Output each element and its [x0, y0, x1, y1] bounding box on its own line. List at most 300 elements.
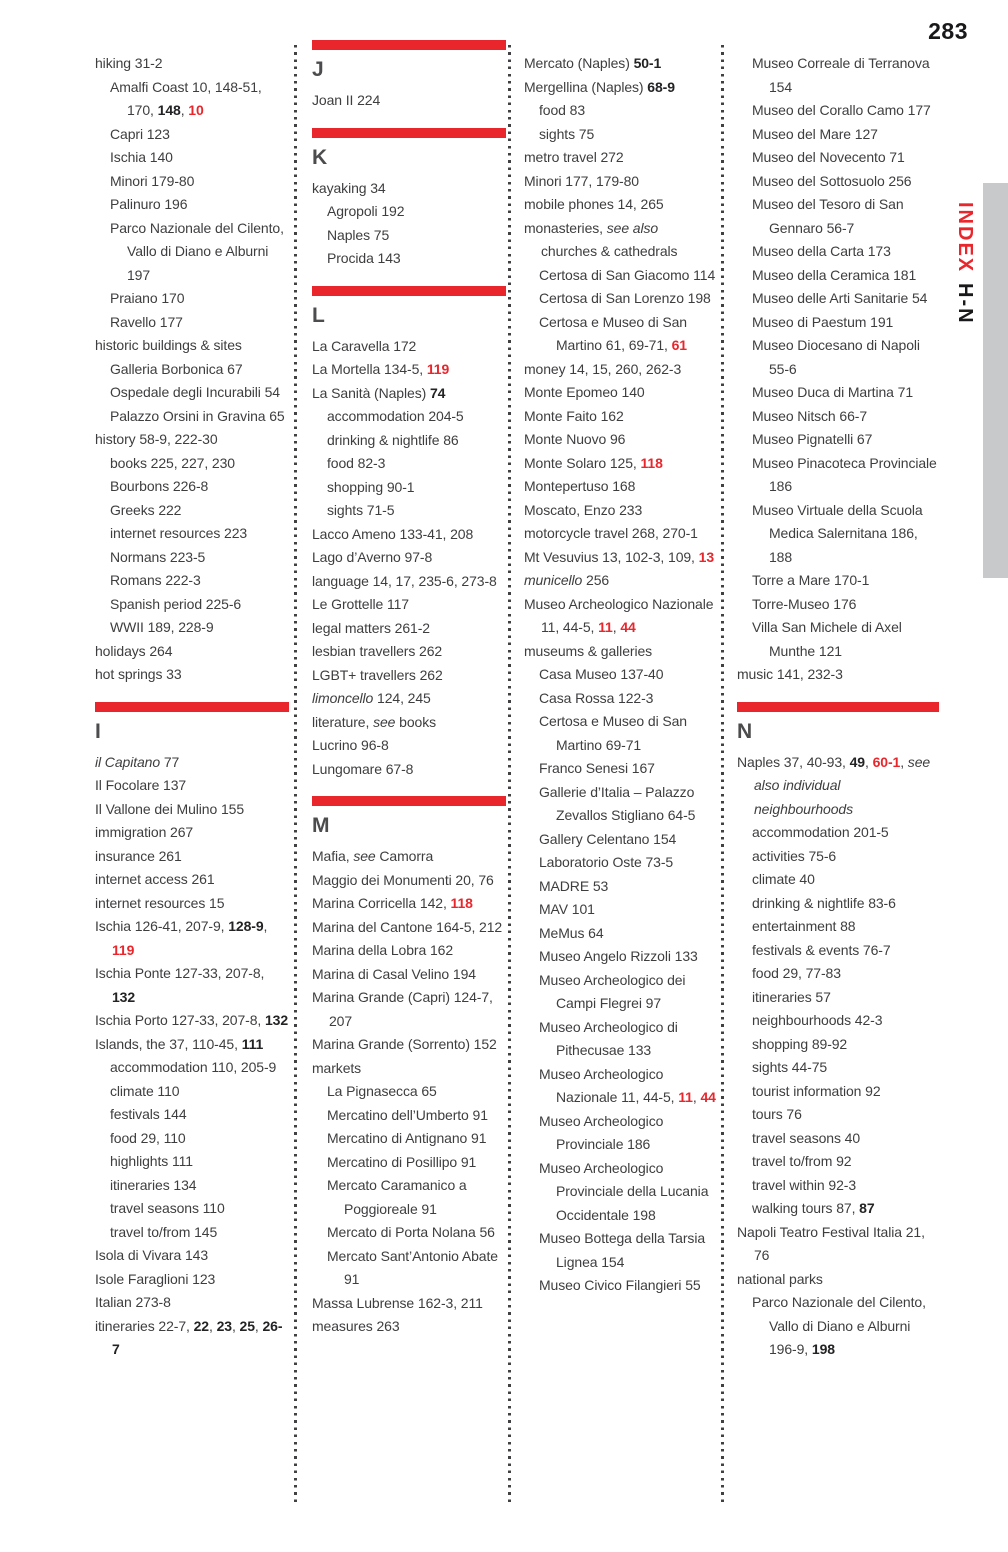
- entry-text: 128-9: [228, 918, 264, 934]
- index-entry: [752, 311, 939, 335]
- entry-text: accommodation 204-5: [327, 408, 464, 424]
- entry-text: Lucrino 96-8: [312, 737, 389, 753]
- entry-text: La Mortella 134-5,: [312, 361, 427, 377]
- entry-text: municello: [524, 572, 583, 588]
- index-entry: [312, 640, 506, 664]
- entry-text: drinking & nightlife 86: [327, 431, 459, 448]
- entry-text: Museo Virtuale della Scuola Medica Salernitana 186, 188: [752, 501, 923, 565]
- index-entry: [752, 428, 939, 452]
- entry-text: Lungomare 67-8: [312, 760, 414, 777]
- entry-text: Museo Archeologico Provinciale della Lucania Occidentale 198: [539, 1159, 709, 1223]
- entry-text: 25: [239, 1317, 255, 1334]
- index-entry: [110, 358, 289, 382]
- entry-text: 13: [698, 548, 715, 565]
- index-entry: [539, 663, 716, 687]
- entry-text: ,: [612, 619, 621, 635]
- index-entry: [539, 757, 716, 781]
- index-entry: [524, 76, 716, 100]
- index-entry: [327, 1080, 506, 1104]
- index-entry: [312, 1033, 506, 1057]
- index-entry: [327, 405, 506, 429]
- entry-text: il Capitano: [95, 753, 161, 770]
- entry-text: 132: [112, 988, 136, 1005]
- entry-text: sights 44-75: [752, 1059, 828, 1075]
- entry-text: Massa Lubrense 162-3, 211: [312, 1294, 483, 1311]
- letter-section-header: [95, 702, 289, 743]
- entry-text: Marina del Cantone 164-5, 212: [312, 918, 503, 935]
- entry-text: immigration 267: [95, 824, 194, 840]
- index-entry: [539, 875, 716, 899]
- entry-text: ,: [864, 753, 873, 770]
- entry-text: see also: [606, 219, 659, 236]
- index-entry: [327, 476, 506, 500]
- entry-text: 148: [157, 102, 181, 118]
- index-entry: [110, 146, 289, 170]
- entry-text: travel to/from 145: [110, 1223, 218, 1240]
- index-entry: [752, 170, 939, 194]
- entry-text: Normans 223-5: [110, 548, 206, 565]
- index-column-4: [737, 52, 939, 1362]
- entry-text: Napoli Teatro Festival Italia 21, 76: [737, 1223, 925, 1263]
- index-entry: [752, 381, 939, 405]
- index-entry: [312, 869, 506, 893]
- index-entry: [312, 523, 506, 547]
- entry-text: La Pignasecca 65: [327, 1083, 437, 1099]
- letter-section-header: [312, 286, 506, 327]
- index-entry: [95, 1268, 289, 1292]
- index-entry: [539, 1016, 716, 1063]
- entry-text: Mergellina (Naples): [524, 78, 648, 95]
- index-entry: [539, 922, 716, 946]
- index-entry: [110, 452, 289, 476]
- entry-text: Marina di Casal Velino 194: [312, 965, 476, 982]
- entry-text: hot springs 33: [95, 666, 182, 682]
- index-entry: [752, 845, 939, 869]
- entry-text: museums & galleries: [524, 642, 653, 659]
- entry-text: Marina Grande (Capri) 124-7, 207: [312, 989, 493, 1029]
- entry-text: Marina Corricella 142,: [312, 895, 451, 911]
- entry-text: 132: [264, 1012, 289, 1028]
- index-entry: [110, 381, 289, 405]
- index-entry: [524, 593, 716, 640]
- index-entry: [312, 617, 506, 641]
- index-entry: [95, 1033, 289, 1057]
- index-entry: [110, 1150, 289, 1174]
- index-entry: [539, 311, 716, 358]
- index-entry: [752, 146, 939, 170]
- entry-text: Joan II 224: [312, 92, 381, 108]
- entry-text: Marina della Lobra 162: [312, 942, 454, 958]
- entry-text: 198: [811, 1341, 835, 1357]
- index-side-tab: [953, 202, 976, 325]
- entry-text: Isole Faraglioni 123: [95, 1270, 216, 1287]
- index-entry: [312, 711, 506, 735]
- entry-text: Ravello 177: [110, 313, 183, 330]
- entry-text: Capri 123: [110, 125, 170, 142]
- entry-text: Minori 179-80: [110, 172, 195, 189]
- entry-text: 22: [193, 1317, 209, 1334]
- index-entry: [752, 1127, 939, 1151]
- index-entry: [327, 224, 506, 248]
- index-entry: [752, 499, 939, 570]
- entry-text: Le Grottelle 117: [312, 596, 409, 612]
- section-divider-bar: [312, 796, 506, 806]
- entry-text: Museo della Carta 173: [752, 243, 891, 259]
- entry-text: 119: [112, 941, 135, 958]
- index-entry: [752, 287, 939, 311]
- index-entry: [539, 710, 716, 757]
- index-entry: [312, 963, 506, 987]
- entry-text: Lacco Ameno 133-41, 208: [312, 525, 474, 542]
- index-entry: [539, 969, 716, 1016]
- index-entry: [327, 452, 506, 476]
- entry-text: history 58-9, 222-30: [95, 431, 218, 447]
- entry-text: Palinuro 196: [110, 196, 188, 212]
- index-entry: [110, 1127, 289, 1151]
- entry-text: metro travel 272: [524, 149, 624, 165]
- section-letter: I: [95, 719, 101, 743]
- entry-text: Monte Nuovo 96: [524, 431, 626, 447]
- entry-text: 11: [678, 1089, 693, 1105]
- entry-text: Romans 222-3: [110, 572, 201, 588]
- index-entry: [524, 358, 716, 382]
- index-entry: [539, 945, 716, 969]
- entry-text: tourist information 92: [752, 1082, 881, 1099]
- entry-text: Museo Archeologico Provinciale 186: [539, 1112, 664, 1152]
- column-separator: [508, 45, 511, 1503]
- index-entry: [95, 868, 289, 892]
- entry-text: Torre a Mare 170-1: [752, 572, 870, 588]
- entry-text: Minori 177, 179-80: [524, 172, 639, 189]
- index-entry: [110, 475, 289, 499]
- entry-text: lesbian travellers 262: [312, 643, 443, 659]
- index-entry: [539, 1227, 716, 1274]
- entry-text: Museo Correale di Terranova 154: [752, 55, 930, 95]
- entry-text: entertainment 88: [752, 918, 856, 934]
- entry-text: Mercatino di Posillipo 91: [327, 1153, 477, 1170]
- index-entry: [524, 52, 716, 76]
- entry-text: Lago d’Averno 97-8: [312, 549, 433, 565]
- entry-text: sights 71-5: [327, 502, 395, 518]
- entry-text: walking tours 87,: [752, 1200, 860, 1216]
- entry-text: Ischia Porto 127-33, 207-8,: [95, 1012, 265, 1028]
- index-entry: [752, 1291, 939, 1362]
- entry-text: ,: [231, 1317, 240, 1334]
- entry-text: travel to/from 92: [752, 1153, 852, 1169]
- index-entry: [110, 311, 289, 335]
- entry-text: Monte Faito 162: [524, 407, 624, 424]
- entry-text: 256: [582, 572, 610, 588]
- index-entry: [752, 569, 939, 593]
- entry-text: shopping 89-92: [752, 1035, 848, 1052]
- entry-text: itineraries 57: [752, 988, 831, 1005]
- index-entry: [95, 334, 289, 358]
- index-entry: [312, 916, 506, 940]
- index-entry: [539, 781, 716, 828]
- entry-text: Museo Pignatelli 67: [752, 431, 873, 447]
- entry-text: tours 76: [752, 1106, 802, 1122]
- entry-text: Spanish period 225-6: [110, 595, 242, 612]
- entry-text: Ospedale degli Incurabili 54: [110, 384, 280, 400]
- entry-text: shopping 90-1: [327, 478, 415, 495]
- entry-text: Mt Vesuvius 13, 102-3, 109,: [524, 548, 699, 565]
- entry-text: 119: [426, 361, 450, 377]
- entry-text: Montepertuso 168: [524, 478, 636, 494]
- entry-text: accommodation 201-5: [752, 824, 889, 840]
- entry-text: Mafia,: [312, 848, 354, 864]
- index-entry: [737, 663, 939, 687]
- entry-text: national parks: [737, 1270, 823, 1287]
- entry-text: see: [373, 713, 396, 730]
- entry-text: Franco Senesi 167: [539, 760, 655, 776]
- index-entry: [327, 1245, 506, 1292]
- entry-text: Museo Archeologico dei Campi Flegrei 97: [539, 971, 686, 1011]
- entry-text: highlights 111: [110, 1153, 193, 1169]
- entry-text: climate 40: [752, 871, 815, 887]
- entry-text: Museo delle Arti Sanitarie 54: [752, 290, 928, 306]
- index-entry: [752, 405, 939, 429]
- section-letter: N: [737, 719, 753, 743]
- section-letter: L: [312, 303, 325, 327]
- index-entry: [312, 89, 506, 113]
- entry-text: Museo Duca di Martina 71: [752, 384, 914, 400]
- entry-text: Mercato di Porta Nolana 56: [327, 1224, 495, 1240]
- entry-text: Ischia 126-41, 207-9,: [95, 918, 229, 934]
- entry-text: ,: [263, 918, 268, 934]
- entry-text: Agropoli 192: [327, 203, 405, 219]
- entry-text: Greeks 222: [110, 501, 182, 518]
- index-entry: [312, 593, 506, 617]
- entry-text: Certosa di San Lorenzo 198: [539, 290, 711, 306]
- index-entry: [524, 405, 716, 429]
- index-entry: [539, 687, 716, 711]
- entry-text: insurance 261: [95, 847, 182, 864]
- index-entry: [752, 962, 939, 986]
- page-number: 283: [928, 18, 968, 44]
- entry-text: holidays 264: [95, 642, 173, 659]
- entry-text: Museo Archeologico Nazionale 11, 44-5,: [539, 1065, 679, 1105]
- index-entry: [752, 452, 939, 499]
- index-entry: [752, 1103, 939, 1127]
- entry-text: sights 75: [539, 125, 595, 142]
- index-entry: [110, 76, 289, 123]
- index-entry: [312, 1057, 506, 1081]
- index-entry: [752, 1150, 939, 1174]
- section-divider-bar: [737, 702, 939, 712]
- index-entry: [312, 177, 506, 201]
- index-entry: [95, 1315, 289, 1362]
- index-entry: [752, 1033, 939, 1057]
- index-entry: [752, 915, 939, 939]
- entry-text: Villa San Michele di Axel Munthe 121: [752, 619, 902, 659]
- entry-text: ,: [208, 1317, 217, 1334]
- index-entry: [95, 1291, 289, 1315]
- entry-text: 26-7: [112, 1317, 283, 1357]
- index-entry: [752, 593, 939, 617]
- index-entry: [752, 939, 939, 963]
- index-entry: [110, 1221, 289, 1245]
- index-entry: [539, 287, 716, 311]
- entry-text: Museo Nitsch 66-7: [752, 407, 868, 424]
- entry-text: food 29, 110: [110, 1129, 186, 1146]
- index-entry: [327, 1104, 506, 1128]
- entry-text: festivals 144: [110, 1106, 187, 1122]
- index-entry: [752, 240, 939, 264]
- entry-text: Naples 37, 40-93,: [737, 753, 850, 770]
- entry-text: monasteries,: [524, 219, 607, 236]
- index-entry: [95, 774, 289, 798]
- entry-text: see: [353, 848, 376, 864]
- index-entry: [312, 939, 506, 963]
- entry-text: Museo del Mare 127: [752, 125, 878, 142]
- entry-text: 111: [241, 1035, 264, 1052]
- column-separator: [294, 45, 297, 1503]
- entry-text: Laboratorio Oste 73-5: [539, 854, 674, 870]
- entry-text: Mercato Sant’Antonio Abate 91: [327, 1247, 498, 1287]
- index-entry: [524, 428, 716, 452]
- entry-text: 49: [849, 753, 865, 770]
- letter-section-header: [312, 796, 506, 837]
- entry-text: Parco Nazionale del Cilento, Vallo di Diano e Alburni 197: [110, 219, 284, 283]
- index-entry: [312, 687, 506, 711]
- entry-text: Museo del Sottosuolo 256: [752, 172, 912, 189]
- index-entry: [312, 1292, 506, 1316]
- entry-text: see also individual neighbourhoods: [754, 753, 931, 817]
- entry-text: Camorra: [375, 848, 434, 864]
- entry-text: food 29, 77-83: [752, 965, 841, 981]
- index-entry: [752, 123, 939, 147]
- entry-text: Gallerie d’Italia – Palazzo Zevallos Stigliano 64-5: [539, 783, 696, 823]
- entry-text: internet resources 223: [110, 525, 248, 541]
- index-entry: [312, 892, 506, 916]
- entry-text: Museo Civico Filangieri 55: [539, 1277, 701, 1293]
- entry-text: itineraries 134: [110, 1176, 197, 1193]
- index-entry: [327, 1174, 506, 1221]
- entry-text: 118: [640, 454, 663, 471]
- index-entry: [539, 828, 716, 852]
- index-entry: [539, 851, 716, 875]
- entry-text: 23: [216, 1317, 232, 1334]
- index-entry: [539, 1274, 716, 1298]
- entry-text: 68-9: [647, 78, 675, 95]
- index-entry: [95, 845, 289, 869]
- index-entry: [95, 640, 289, 664]
- letter-section-header: [312, 40, 506, 81]
- index-entry: [524, 146, 716, 170]
- index-entry: [95, 915, 289, 962]
- index-tab-range: H-N: [954, 283, 976, 325]
- entry-text: 124, 245: [373, 690, 431, 706]
- entry-text: hiking 31-2: [95, 55, 163, 71]
- index-entry: [110, 405, 289, 429]
- index-entry: [110, 1103, 289, 1127]
- entry-text: 77: [160, 753, 180, 770]
- index-entry: [110, 1197, 289, 1221]
- index-entry: [312, 546, 506, 570]
- entry-text: Mercato (Naples): [524, 55, 634, 71]
- entry-text: Torre-Museo 176: [752, 595, 857, 612]
- letter-section-header: [737, 702, 939, 743]
- section-divider-bar: [312, 286, 506, 296]
- entry-text: mobile phones 14, 265: [524, 196, 664, 212]
- entry-text: legal matters 261-2: [312, 619, 430, 636]
- entry-text: La Sanità (Naples): [312, 384, 430, 401]
- index-entry: [110, 193, 289, 217]
- entry-text: 44: [700, 1089, 716, 1105]
- index-entry: [312, 358, 506, 382]
- index-entry: [95, 663, 289, 687]
- index-entry: [95, 892, 289, 916]
- entry-text: travel seasons 110: [110, 1200, 225, 1216]
- entry-text: food 83: [539, 102, 586, 118]
- entry-text: Museo del Tesoro di San Gennaro 56-7: [752, 196, 904, 236]
- index-entry: [110, 593, 289, 617]
- entry-text: historic buildings & sites: [95, 337, 242, 353]
- entry-text: ,: [254, 1317, 263, 1334]
- section-letter: J: [312, 58, 324, 81]
- index-entry: [110, 569, 289, 593]
- entry-text: Museo Diocesano di Napoli 55-6: [752, 337, 920, 377]
- index-entry: [539, 1063, 716, 1110]
- entry-text: Certosa di San Giacomo 114: [539, 266, 716, 283]
- entry-text: drinking & nightlife 83-6: [752, 894, 896, 911]
- index-entry: [110, 287, 289, 311]
- entry-text: neighbourhoods 42-3: [752, 1012, 883, 1028]
- index-entry: [312, 1315, 506, 1339]
- index-entry: [110, 499, 289, 523]
- entry-text: Moscato, Enzo 233: [524, 501, 643, 518]
- index-entry: [524, 546, 716, 570]
- entry-text: ,: [692, 1089, 701, 1105]
- entry-text: Gallery Celentano 154: [539, 830, 677, 847]
- entry-text: LGBT+ travellers 262: [312, 666, 443, 683]
- index-entry: [327, 1221, 506, 1245]
- index-entry: [110, 616, 289, 640]
- letter-section-header: [312, 128, 506, 169]
- entry-text: Casa Museo 137-40: [539, 666, 664, 682]
- entry-text: measures 263: [312, 1318, 400, 1334]
- entry-text: books: [395, 713, 436, 730]
- entry-text: Museo Archeologico di Pithecusae 133: [539, 1018, 678, 1058]
- index-entry: [752, 99, 939, 123]
- entry-text: 60-1: [872, 753, 901, 770]
- index-entry: [737, 1221, 939, 1268]
- index-column-1: [95, 52, 289, 1362]
- index-entry: [110, 1056, 289, 1080]
- entry-text: internet resources 15: [95, 894, 225, 911]
- section-letter: M: [312, 814, 330, 837]
- index-entry: [524, 569, 716, 593]
- index-entry: [312, 758, 506, 782]
- entry-text: MAV 101: [539, 901, 595, 917]
- index-entry: [327, 1127, 506, 1151]
- index-entry: [524, 452, 716, 476]
- entry-text: Italian 273-8: [95, 1294, 171, 1310]
- entry-text: Mercatino di Antignano 91: [327, 1130, 487, 1146]
- index-entry: [752, 52, 939, 99]
- entry-text: climate 110: [110, 1082, 180, 1099]
- entry-text: activities 75-6: [752, 847, 837, 864]
- entry-text: Naples 75: [327, 226, 390, 243]
- index-entry: [752, 1080, 939, 1104]
- entry-text: Museo della Ceramica 181: [752, 266, 917, 283]
- entry-text: literature,: [312, 713, 374, 730]
- entry-text: internet access 261: [95, 871, 215, 887]
- entry-text: books 225, 227, 230: [110, 454, 235, 471]
- entry-text: MeMus 64: [539, 924, 604, 941]
- entry-text: 50-1: [633, 55, 662, 71]
- index-entry: [752, 868, 939, 892]
